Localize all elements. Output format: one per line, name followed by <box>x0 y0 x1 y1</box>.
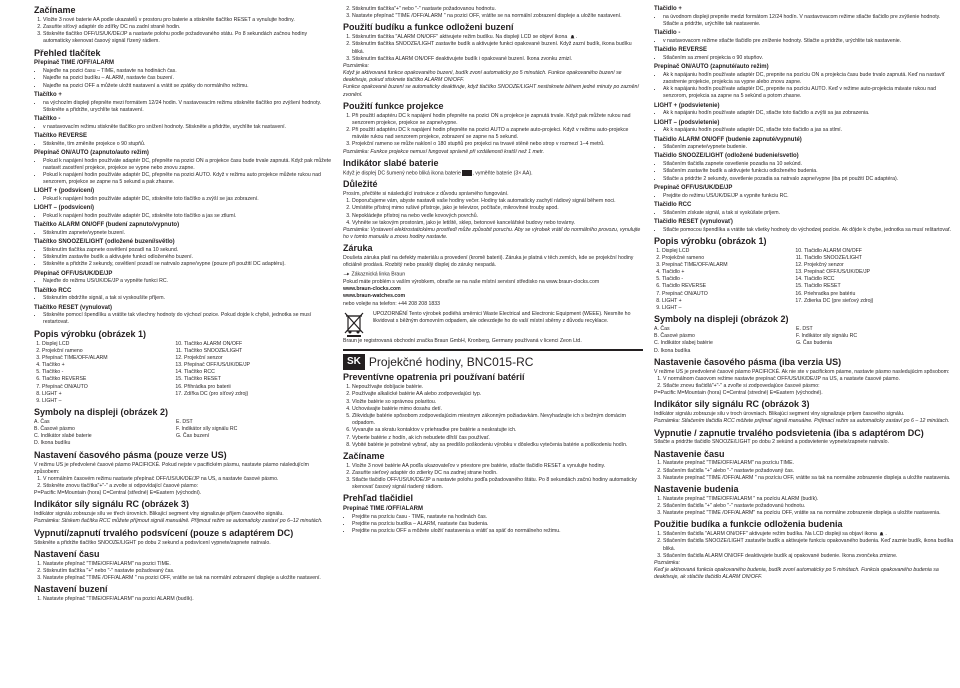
bullet-list <box>34 100 334 114</box>
paragraph: Prosím, přečtěte si následující instrukce z důvodu správného fungování. <box>343 191 509 198</box>
list-item: 10. Tlačítko ALARM ON/OFF <box>184 341 316 348</box>
numbered-list <box>343 113 643 149</box>
section-heading: Nastavení časového pásma (pouze verze US) <box>34 449 227 460</box>
list-item: B. Časové pásmo <box>654 333 695 340</box>
subheading: Tlačidlo REVERSE <box>654 47 708 54</box>
list-item: 2. Umístěte přístroj mimo rušivé přístroje, jako je televizor, počítače, mikrovlnné trouby apod. <box>352 205 643 212</box>
list-item: 2. Používajte alkalické batérie AA alebo zodpovedajúci typ. <box>352 391 643 398</box>
list-item: 11. Tlačidlo SNOOZE/LIGHT <box>804 255 936 262</box>
list-item: 16. Priehradka pre batériu <box>804 291 936 298</box>
list-item: 4. Vyhněte se takovým prostorám, jako je letiště, sklep, betonové kancelářské budovy nebo továrny. <box>352 220 643 227</box>
numbered-list <box>654 248 794 313</box>
bullet-list <box>654 144 954 151</box>
list-item: • v nastavovacím režimu stiskněte tlačítko pro snížení hodnoty. Stiskněte a přidržte, urychlíte tak nastavení. <box>43 124 334 131</box>
list-item: 2. Stisknutím tlačítka"+" nebo "-" nastavte požadovanou hodnotu. <box>352 6 643 13</box>
list-item: A. Čas <box>654 326 670 333</box>
subheading: LIGHT – (podsvietenie) <box>654 119 720 126</box>
paragraph: Indikátor signálu zobrazuje sílu ve třech úrovních. Blikající segment vlny signalizuje příjem časového signálu. <box>34 511 284 518</box>
list-item: • Pokud k napájení hodin používáte adaptér DC, přepněte na pozici AUTO. Když v režimu auto projekce můžete rukou nad senzorem, projekce se zapne na 5 sekund a pak zhasne. <box>43 172 334 186</box>
list-item: • Stiskněte a přidržte 2 sekundy, osvětlení pozadí se natrvalo zapne/vypne (pouze při použití DC adaptéru). <box>43 261 334 268</box>
list-item: 13. Prepínač OFF/US/UK/DE/JP <box>804 269 936 276</box>
list-item: 2. Zasuňte síťový adaptér do zdířky DC na zadní straně hodin. <box>43 24 334 31</box>
subheading: Přepínač TIME /OFF/ALARM <box>34 60 115 67</box>
list-item: • Stlačte a pridržte 2 sekundy, osvetlenie pozadia sa natrvalo zapne/vypne (iba pri použití DC adaptéra). <box>663 176 954 183</box>
list-item: • Najeďte na pozici času – TIME, nastavte na hodinách čas. <box>43 68 334 75</box>
section-heading: Indikátor sily signálu RC (obrázok 3) <box>654 399 810 410</box>
list-item: • Pokud k napájení hodin používáte adaptér DC, přepněte na pozici ON a projekce času bude trvale zapnutá. Když pak můžete nastavit zaostření projekce, projekce se vypne nebo znovu zapne. <box>43 158 334 172</box>
list-item: 3. Přepínač TIME/OFF/ALARM <box>42 355 174 362</box>
list-item: 9. LIGHT – <box>42 398 174 405</box>
numbered-list <box>796 248 936 313</box>
list-item: B. Časové pásmo <box>34 426 75 433</box>
section-heading: Nastavení buzení <box>34 584 108 595</box>
numbered-list <box>176 341 316 406</box>
note: Funkce opakované buzení se automaticky deaktivuje, když tlačítko SNOOZE/LIGHT nestisknete během jedné minuty po zaznění zvonění. <box>343 84 639 98</box>
list-item: 9. LIGHT – <box>662 305 794 312</box>
note: Poznámka: Stiskem tlačítka RCC můžete příjmout signál manuálně. Příjmout režim se automaticky zastaví po 6–12 minutách. <box>34 518 323 525</box>
symbol-list <box>34 419 174 448</box>
list-item: 12. Projekční senzor <box>184 355 316 362</box>
list-item: • Stisknutím zapnete/vypnete buzení. <box>43 230 334 237</box>
bullet-list <box>654 72 954 101</box>
section-heading: Indikátor slabé baterie <box>343 157 439 168</box>
bullet-list <box>654 227 954 234</box>
list-item: 1. Při použití adaptéru DC k napájení hodin přepněte na pozici ON a projekce je zapnutá trvale. Když pak můžete rukou nad senzorem projekce, projekce se zapne/vypne. <box>352 113 643 127</box>
list-item: 1. Vložte 3 nové batérie AA podľa ukazovateľov v priestore pre batérie, stlačte tlačidlo RESET a vynulujte hodiny. <box>352 463 643 470</box>
subheading: Tlačidlo RESET (vynulovať) <box>654 218 733 225</box>
subheading: Tlačítko RCC <box>34 287 72 294</box>
section-heading: Popis výrobku (obrázok 1) <box>654 235 767 246</box>
list-item: 5. Tlačítko - <box>42 369 174 376</box>
paragraph: Stiskněte a přidržte tlačítko SNOOZE/LIGHT po dobu 2 sekund a podsvícení vypnete/zapnete natrvalo. <box>34 539 271 546</box>
list-item: 2. Stisknutím tlačítka "+" nebo "-" nastavte požadovaný čas. <box>43 568 334 575</box>
list-item: • Stlačením sa zmení projekcia o 90 stupňov. <box>663 55 954 62</box>
list-item: F. Indikátor sily signálu RC <box>796 333 858 340</box>
bullet-list <box>654 210 954 217</box>
website-link[interactable]: www.braun-clocks.com <box>343 286 401 293</box>
section-heading: Prehľad tlačidiel <box>343 493 413 504</box>
paragraph: P=Pacific M=Mountain (hora) C=Central (stredné) E=Eastern (východné). <box>654 390 823 397</box>
numbered-list <box>654 460 954 482</box>
weee-text: UPOZORNĚNÍ Tento výrobek podléhá směrnici Waste Electrical and Electronic Equipment (WEEE). Nesmíte ho likvidovat s běžným domovním odpadem, ale odevzdejte ho do vaší místní sběrny z důvodu recyklace. <box>373 310 631 324</box>
list-item: C. Indikátor slabej batérie <box>654 340 713 347</box>
list-item: 1. Nastavte přepínač "TIME/OFF/ALARM" na pozici ALARM (budík). <box>43 596 334 603</box>
bell-icon <box>569 34 576 39</box>
list-item: 3. Vložte batérie so správnou polaritou. <box>352 399 643 406</box>
numbered-list <box>34 341 174 406</box>
list-item: • Najeďte na pozici budíku – ALARM, nastavte čas buzení. <box>43 75 334 82</box>
section-heading: Preventívne opatrenia pri používaní batérií <box>343 372 525 383</box>
symbol-list <box>654 326 794 355</box>
column-1 <box>34 6 334 603</box>
list-item: 7. Prepínač ON/AUTO <box>662 291 794 298</box>
list-item: 1. Stisknutím tlačítka "ALARM ON/OFF" aktivujete režim budíku. Na displeji LCD se objeví ikona . <box>352 34 643 41</box>
list-item: • Prejdite na pozíciu času - TIME, nastavte na hodinách čas. <box>352 514 643 521</box>
list-item: 1. Doporučujeme vám, abyste nastavili vaše hodiny večer. Hodiny tak automaticky zachytí rádiový signál během noci. <box>352 198 643 205</box>
bullet-list <box>654 161 954 183</box>
list-item: 15. Tlačítko RESET <box>184 376 316 383</box>
list-item: • Stlačením zastavíte budík a aktivujete funkciu odloženého budenia. <box>663 168 954 175</box>
list-item: 17. Zdířka DC (pro síťový zdroj) <box>184 391 316 398</box>
section-heading: Nastavenie budenia <box>654 483 739 494</box>
list-item: • Stlačte pomocou špendlíka a vrátite tak všetky hodnoty do východzej pozície. Ak dôjde k chybe, jednotka sa musí reštartovať. <box>663 227 954 234</box>
section-heading: Vypnutie / zapnutie trvalého podsvietenia (iba s adaptérom DC) <box>654 427 924 438</box>
symbol-list <box>176 419 316 448</box>
section-heading: Nastavenie časového pásma (iba verzia US) <box>654 356 842 367</box>
note-label: Poznámka: <box>343 62 369 69</box>
list-item: 3. Nastavte prepínač "TIME /OFF/ALARM " na pozíciu OFF, vrátite sa tak na normálne zobrazenie displeja a uložíte nastavenia. <box>663 475 954 482</box>
list-item: 6. Tlačítko REVERSE <box>42 376 174 383</box>
section-heading: Nastavenie času <box>654 448 725 459</box>
note: Keď je aktivovaná funkcia opakovaného budenia, budík zvoní automaticky po 5 minútach. Funkcia opakovaného budenia sa deaktivuje, ak stlačíte tlačidlo ALARM ON/OFF. <box>654 567 939 581</box>
list-item: • na úvodnom displeji prepnite medzi formátom 12/24 hodín. V nastavovacom režime stlačte tlačidlo pre zvýšenie hodnoty. Stlačte a pridržte, urýchlite tak nastavenie. <box>663 14 954 28</box>
paragraph: V režime US je predvolené časové pásmo PACIFICKÉ. Ak nie ste v pacifickom pásme, nastavte pásmo nasledujúcim spôsobom: <box>654 368 950 375</box>
note: Poznámka: Funkce projekce nemusí fungovat správně při vzdálenosti kratší než 1 metr. <box>343 148 545 155</box>
numbered-list <box>343 384 643 449</box>
list-item: 3. Prepínač TIME/OFF/ALARM <box>662 262 794 269</box>
bullet-list <box>343 514 643 536</box>
paragraph-text: , vyměňte baterie (3× AA). <box>472 169 533 176</box>
subheading: Prepínač TIME /OFF/ALARM <box>343 506 424 513</box>
subheading: Prepínač OFF/US/UK/DE/JP <box>654 184 733 191</box>
list-item: 11. Tlačítko SNOOZE/LIGHT <box>184 348 316 355</box>
list-item: G. Čas buzení <box>176 433 210 440</box>
list-item: 1. V normálním časovém režimu nastavte přepínač OFF/US/UK/DE/JP na US, a nastavte časové pásmo. <box>43 476 334 483</box>
bullet-list <box>654 193 954 200</box>
list-item: 2. Stlačením tlačidla SNOOZE/LIGHT zastavíte budík a aktivujete funkciu opakovaného budenia. Keď zaznie budík, ikona budíka bliká. <box>663 538 954 552</box>
list-item: 17. Zdierka DC (pre sieťový zdroj) <box>804 298 936 305</box>
numbered-list <box>654 531 954 560</box>
subheading: Tlačidlo RCC <box>654 201 692 208</box>
two-column-list <box>654 248 954 313</box>
subheading: Tlačidlo SNOOZE/LIGHT (odložené budenie/svetlo) <box>654 153 799 160</box>
subheading: LIGHT – (podsvícení) <box>34 205 95 212</box>
list-item: • Stisknutím tlačítka zapnete osvětlení pozadí na 10 sekund. <box>43 247 334 254</box>
product-title: Projekčné hodiny, BNC015-RC <box>368 354 534 369</box>
list-item: 3. Stisknutím tlačítka ALARM ON/OFF deaktivujete budík i opakované buzení. Ikona zvonku zmizí. <box>352 56 643 63</box>
list-item: 4. Tlačidlo + <box>662 269 794 276</box>
weee-notice <box>343 311 643 337</box>
language-badge: SK <box>343 354 365 370</box>
list-item: • v nastavovacom režime stlačte tlačidlo pre zníženie hodnoty. Stlačte a pridržte, urýchlite tak nastavenie. <box>663 38 954 45</box>
subheading: Tlačidlo + <box>654 6 682 12</box>
section-heading: Záruka <box>343 243 373 254</box>
section-heading: Začíname <box>34 5 76 15</box>
subheading: LIGHT + (podsvícení) <box>34 188 95 195</box>
subheading: Tlačítko ALARM ON/OFF (budení zapnuto/vypnuto) <box>34 222 180 229</box>
bullet-list <box>654 110 954 117</box>
list-item: 4. Tlačítko + <box>42 362 174 369</box>
list-item-text: Stisknutím tlačítka "ALARM ON/OFF" aktivujete režim budíku. Na displeji LCD se objeví ikona <box>352 34 568 41</box>
two-column-list <box>654 326 954 355</box>
list-item: • Pokud k napájení hodin používáte adaptér DC, stiskněte toto tlačítko a jas se ztlumí. <box>43 213 334 220</box>
list-item: 14. Tlačítko RCC <box>184 369 316 376</box>
list-item: 3. Nepokládejte přístroj na nebo vedle kovových povrchů. <box>352 213 643 220</box>
section-heading: Důležité <box>343 179 378 190</box>
list-item: 2. Stlačte znovu tlačidlá"+"-" a zvoľte si zodpovedajúce časové pásmo: <box>663 383 954 390</box>
list-item: D. Ikona budíku <box>34 440 71 447</box>
paragraph: V režimu US je předvolené časové pásmo PACIFICKÉ. Pokud nejste v pacifickém pásmu, nastavte pásmo následujícím způsobem: <box>34 461 309 475</box>
list-item: 3. Nastavte prepínač "TIME /OFF/ALARM" na pozíciu OFF, vrátite sa na normálne zobrazenie displeja a uložíte nastavenia. <box>663 510 954 517</box>
section-heading: Symboly na displeji (obrázok 2) <box>654 314 789 325</box>
battery-icon <box>462 170 472 176</box>
list-item: 2. Stlačením tlačidla "+" alebo "-" nastavte požadovaný čas. <box>663 468 954 475</box>
subheading: Tlačidlo ALARM ON/OFF (budenie zapnuté/vypnuté) <box>654 136 802 143</box>
bell-icon <box>878 531 885 536</box>
list-item: 3. Stiskněte tlačítko OFF/US/UK/DE/JP a nastavte polohu podle požadovaného státu. Po 8 sekundách začnou hodiny automaticky skenovat časový signál řízený rádiem. <box>43 31 334 45</box>
paragraph: Indikátor signálu zobrazuje silu v troch úrovniach. Blikajúci segment vlny signalizuje príjem časového signálu. <box>654 411 905 418</box>
numbered-list <box>654 496 954 518</box>
list-item: 5. Tlačidlo - <box>662 276 794 283</box>
list-item: • Prejdite do režimu US/UK/DE/JP a vypnite funkciu RC. <box>663 193 954 200</box>
paragraph-text: Když je displej DC šumený nebo bliká ikona baterie <box>343 169 461 176</box>
list-item: • Prejdite na pozíciu OFF a môžete uložiť nastavenia a vrátiť sa späť do normálneho režimu. <box>352 528 643 535</box>
list-item: • Ak k napájaniu hodín používate adaptér DC, stlačte toto tlačidlo a jas sa stlmí. <box>663 127 954 134</box>
section-heading: Použití funkce projekce <box>343 100 444 111</box>
paragraph: Doušeta záruka platí na defekty materiálu a provedení (kromě baterii). Záruka je platná v těch zemích, kde se projekční hodiny oficiálně prodává. Rozbitý nebo prasklý displej do záruky nespadá. <box>343 255 634 269</box>
list-item: 7. Vyberte batérie z hodín, ak ich nebudete dlhší čas používať. <box>352 435 643 442</box>
section-heading: Vypnutí/zapnutí trvalého podsvícení (pouze s adaptérem DC) <box>34 527 294 538</box>
bullet-list <box>34 247 334 269</box>
subheading: Tlačítko + <box>34 91 62 98</box>
numbered-list <box>34 17 334 46</box>
bullet-list <box>654 127 954 134</box>
list-item: 2. Projekční rameno <box>42 348 174 355</box>
list-item: 5. Zlikvidujte batérie spôsobom zodpovedajúcim miestnym zákonným požiadavkám. Nevyhadzujte ich s bežným domácim odpadom. <box>352 413 643 427</box>
list-item: D. Ikona budíka <box>654 347 691 354</box>
list-item: 2. Stisknutím tlačítka SNOOZE/LIGHT zastavíte budík a aktivujete funkci opakované buzení. Když zazní budík, ikona budíku bliká. <box>352 41 643 55</box>
list-item: A. Čas <box>34 418 50 425</box>
list-item: 13. Přepínač OFF/US/UK/DE/JP <box>184 362 316 369</box>
list-item: 3. Nastavte přepínač "TIME /OFF/ALARM " na pozici OFF, vrátíte se na normální zobrazení displeje a uložíte nastavení. <box>352 13 643 20</box>
bullet-list <box>34 278 334 285</box>
list-item: 3. Stlačte tlačidlo OFF/US/UK/DE/JP a nastavte polohu podľa požadovaného štátu. Po 8 sekundách začnú hodiny automaticky skenovať časový signál riadený rádiom. <box>352 477 643 491</box>
hand-pointer-icon <box>343 271 350 277</box>
list-item: • Najeďte do režimu US/UK/DE/JP a vypněte funkci RC. <box>43 278 334 285</box>
list-item: • Stisknutím zastavíte budík a aktivujete funkci odloženého buzení. <box>43 254 334 261</box>
list-item: C. Indikátor slabé baterie <box>34 433 92 440</box>
website-link[interactable]: www.braun-watches.com <box>343 293 406 300</box>
bullet-list <box>34 230 334 237</box>
list-item: 14. Tlačidlo RCC <box>804 276 936 283</box>
section-heading: Symboly na displeji (obrázek 2) <box>34 407 169 418</box>
customer-line-label: Zákaznická linka Braun <box>351 271 406 278</box>
bullet-list <box>34 196 334 203</box>
bullet-list <box>34 68 334 90</box>
list-item: 4. Uchovávajte batérie mimo dosahu detí. <box>352 406 643 413</box>
note-label: Poznámka: <box>654 559 680 566</box>
symbol-list <box>796 326 936 355</box>
list-item: 3. Stlačením tlačidla ALARM ON/OFF deaktivujete budík aj opakované budenie. Ikona zvončeka zmizne. <box>663 553 954 560</box>
subheading: Přepínač OFF/US/UK/DE/JP <box>34 270 113 277</box>
list-item: G. Čas budenia <box>796 340 833 347</box>
list-item: E. DST <box>796 326 813 333</box>
customer-line <box>343 271 643 279</box>
two-column-list <box>34 419 334 448</box>
crossed-bin-icon <box>343 311 365 337</box>
section-heading: Nastavení času <box>34 548 100 559</box>
list-item: 7. Přepínač ON/AUTO <box>42 384 174 391</box>
list-item: • Ak k napájaniu hodín používate adaptér DC, stlačte toto tlačidlo a zvýši sa jas zobrazenia. <box>663 110 954 117</box>
list-item: 8. LIGHT + <box>42 391 174 398</box>
list-item: E. DST <box>176 418 193 425</box>
list-item: 1. Nastavte přepínač "TIME/OFF/ALARM" na pozici TIME. <box>43 561 334 568</box>
list-item: 1. Vložte 3 nové baterie AA podle ukazatelů v prostoru pro baterie a stiskněte tlačítko RESET a vynulujte hodiny. <box>43 17 334 24</box>
subheading: LIGHT + (podsvietenie) <box>654 102 720 109</box>
list-item: F. Indikátor síly signálu RC <box>176 426 238 433</box>
paragraph: Pokud máte problém s vaším výrobkem, obraťte se na naše místní servisní středisko na www.braun-clocks.com <box>343 279 600 286</box>
paragraph: P=Pacific M=Mountain (hora) C=Central (středné) E=Eastern (východní). <box>34 490 202 497</box>
numbered-list <box>34 561 334 583</box>
trademark-text: Braun je registrovaná obchodní značka Braun GmbH, Kronberg, Germany používaná v licenci Zeon Ltd. <box>343 337 582 344</box>
bullet-list <box>34 312 334 326</box>
subheading: Přepínač ON/AUTO (zapnuto/auto režim) <box>34 149 149 156</box>
numbered-list <box>343 34 643 63</box>
list-item: 1. Nepoužívajte dobíjacie batérie. <box>352 384 643 391</box>
list-item: • Stlačením zapnete/vypnete budenie. <box>663 144 954 151</box>
list-item: • Stiskněte, tím změníte projekce o 90 stupňů. <box>43 141 334 148</box>
bullet-list <box>34 295 334 302</box>
section-heading: Použitie budíka a funkcie odloženia budenia <box>654 519 843 530</box>
list-item: 2. Při použití adaptéru DC k napájení hodin přepněte na pozici AUTO a zapnete auto-projekci. Když v režimu auto-projekce máváte rukou nad senzorem projekce, zobrazení se zapne na 5 sekund. <box>352 127 643 141</box>
list-item: 2. Zasuňte sieťový adaptér do zdierky DC na zadnej strane hodín. <box>352 470 643 477</box>
list-item: 1. Nastavte prepínač "TIME/OFF/ALARM " na pozíciu ALARM (budík). <box>663 496 954 503</box>
list-item: • Stiskněte pomocí špendlíku a vrátíte tak všechny hodnoty do výchozí pozice. Pokud dojde k chybě, jednotka se musí restartovat. <box>43 312 334 326</box>
list-item: 15. Tlačidlo RESET <box>804 283 936 290</box>
subheading: Prepínač ON/AUTO (zapnuté/auto režim) <box>654 64 769 71</box>
bullet-list <box>34 213 334 220</box>
list-item: 16. Přihrádka pro baterii <box>184 384 316 391</box>
subheading: Tlačidlo - <box>654 30 681 37</box>
bullet-list <box>34 124 334 131</box>
numbered-list <box>654 376 954 390</box>
subheading: Tlačítko RESET (vynulovat) <box>34 304 113 311</box>
note: Když je aktivovaná funkce opakovaného buzení, budík zvoní automaticky po 5 minutách. Funkce opakovaného buzení se deaktivuje, pokud stisknete tlačítko ALARM ON/OFF. <box>343 70 622 84</box>
language-header <box>343 349 643 371</box>
bullet-list <box>34 158 334 187</box>
list-item: • Stlačením získate signál, a tak si vyskúšate príjem. <box>663 210 954 217</box>
list-item: • Pokud k napájení hodin používáte adaptér DC, stiskněte toto tlačítko a zvýší se jas zobrazení. <box>43 196 334 203</box>
list-item: 3. Projekční rameno se může nakloní o 180 stupňů pro projekci na trvavé stěně nebo strop v rozmezí 1–4 metrů. <box>352 141 643 148</box>
section-heading: Začíname <box>343 450 385 461</box>
bullet-list <box>34 141 334 148</box>
list-item: 1. Displej LCD <box>662 248 794 255</box>
list-item: 1. V normálnom časovom režime nastavte prepínač OFF/US/UK/DE/JP na US, a nastavte časové pásmo. <box>663 376 954 383</box>
subheading: Tlačítko REVERSE <box>34 132 88 139</box>
list-item: 12. Projekčný senzor <box>804 262 936 269</box>
section-heading: Přehled tlačítek <box>34 47 101 58</box>
numbered-list <box>34 596 334 603</box>
note: Poznámka: Vystavení elektrostatickému prostředí může způsobit poruchu. Aby se výrobek vrátil do normálního provozu, vynulujte ho v tomto manuálu a znovu hodiny nastavte. <box>343 226 641 241</box>
section-heading: Popis výrobku (obrázek 1) <box>34 328 147 339</box>
subheading: Tlačítko SNOOZE/LIGHT (odložené buzení/světlo) <box>34 239 175 246</box>
numbered-list <box>343 463 643 492</box>
numbered-list <box>343 6 643 20</box>
list-item: • na výchozím displeji přepněte mezi formátem 12/24 hodin. V nastavovacím režimu stiskněte tlačítko pro zvýšení hodnoty. Stiskněte a přidržte, urychlíte tak nastavení. <box>43 100 334 114</box>
list-item: 3. Nastavte přepínač "TIME /OFF/ALARM " na pozici OFF, vrátíte se tak na normální zobrazení displeje a uložíte nastavení. <box>43 575 334 582</box>
list-item: • Stlačením tlačidla zapnete osvetlenie pozadia na 10 sekúnd. <box>663 161 954 168</box>
two-column-list <box>34 341 334 406</box>
paragraph: Stlačte a pridržte tlačidlo SNOOZE/LIGHT po dobu 2 sekúnd a podsvietenie vypnete/zapnete natrvalo. <box>654 439 889 446</box>
bullet-list <box>654 55 954 62</box>
phone-line: nebo volejte na telefon: +44 208 208 1833 <box>343 300 441 307</box>
bullet-list <box>654 38 954 45</box>
list-item: 6. Tlačidlo REVERSE <box>662 283 794 290</box>
list-item: 10. Tlačidlo ALARM ON/OFF <box>804 248 936 255</box>
list-item: 1. Nastavte prepínač "TIME/OFF/ALARM" na pozíciu TIME. <box>663 460 954 467</box>
list-item: 2. Stiskněte znovu tlačítka"+"-" a zvolte si odpovídající časové pásmo: <box>43 483 334 490</box>
list-item: • Prejdite na pozíciu budíka – ALARM, nastavte čas budenia. <box>352 521 643 528</box>
list-item: 8. LIGHT + <box>662 298 794 305</box>
subheading: Tlačítko - <box>34 115 61 122</box>
list-item-text: Stlačením tlačidla "ALARM ON/OFF" aktivujete režim budíka. Na LCD displeji sa objaví ikona <box>663 531 877 538</box>
column-3 <box>654 6 954 581</box>
numbered-list <box>34 476 334 490</box>
list-item: 2. Projekčné rameno <box>662 255 794 262</box>
bullet-list <box>654 14 954 28</box>
numbered-list <box>343 198 643 227</box>
section-heading: Indikátor síly signálu RC (obrázek 3) <box>34 499 190 510</box>
note: Poznámka: Stlačením tlačidla RCC môžete prijímať signál manuálne. Prijímací režim sa automaticky zastaví po 6 – 12 minútach. <box>654 418 950 425</box>
list-item: 6. Vyvarujte sa skratu kontaktov v priehradke pre batérie a neskratujte ich. <box>352 427 643 434</box>
list-item: 1. Stlačením tlačidla "ALARM ON/OFF" aktivujete režim budíka. Na LCD displeji sa objaví ikona . <box>663 531 954 538</box>
list-item: • Stisknutím obdržíte signál, a tak si vyskoušíte příjem. <box>43 295 334 302</box>
list-item: • Ak k napájaniu hodín používate adaptér DC, prepnite na pozíciu ON a projekcia času bude trvalo zapnutá. Keď na nastaviť zaostrenie projekcie, projekcia sa vypne alebo znovu zapne. <box>663 72 954 86</box>
list-item: 1. Displej LCD <box>42 341 174 348</box>
section-heading: Použití budíku a funkce odloženi buzení <box>343 22 514 33</box>
list-item: 2. Stlačením tlačidla "+" alebo "-" nastavte požadovanú hodnotu. <box>663 503 954 510</box>
column-2 <box>343 6 643 536</box>
paragraph <box>343 170 643 178</box>
list-item: • Ak k napájaniu hodín používate adaptér DC, prepnite na pozíciu AUTO. Keď v režime auto-projekcia mávate rukou nad senzorom, projekcia sa zapne na 5 sekúnd a potom zhasne. <box>663 86 954 100</box>
list-item: • Najeďte na pozici OFF a můžete uložit nastavení a vrátit se zpátky do normálního režimu. <box>43 83 334 90</box>
list-item: 8. Vybité batérie je potrebné vybrať, aby sa predišlo poškodeniu výrobku v dôsledku vytečenia batérie a poškodeniu hodín. <box>352 442 643 449</box>
